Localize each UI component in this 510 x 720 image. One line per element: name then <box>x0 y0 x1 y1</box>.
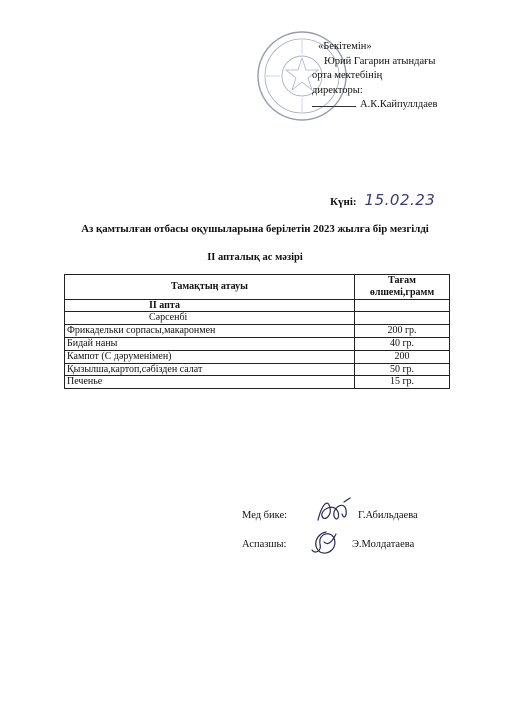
cook-name: Э.Молдатаева <box>352 539 415 550</box>
table-row <box>65 376 450 389</box>
table-row <box>65 350 450 363</box>
cook-label: Аспазшы: <box>242 539 287 550</box>
table-header-row <box>65 275 450 300</box>
cook-signature-row <box>242 539 415 550</box>
date-label: Күні: <box>330 196 357 208</box>
portion-cell <box>355 312 450 325</box>
day-cell: Сәрсенбі <box>65 312 355 325</box>
week-cell: ІІ апта <box>65 299 355 312</box>
column-header-dish: Тамақтың атауы <box>65 275 355 300</box>
portion-cell: 200 гр. <box>355 325 450 338</box>
portion-cell: 200 <box>355 350 450 363</box>
dish-cell: Печенье <box>65 376 355 389</box>
portion-cell <box>355 299 450 312</box>
dish-cell: Кампот (С дәруменімен) <box>65 350 355 363</box>
document-title: Аз қамтылған отбасы оқушыларына берілетін 2023 жылға бір мезгілді <box>81 223 429 235</box>
table-row <box>65 363 450 376</box>
table-row <box>65 337 450 350</box>
date-value: 15.02.23 <box>364 191 436 209</box>
table-row <box>65 312 450 325</box>
approval-signature-row <box>312 98 438 113</box>
cook-signature <box>308 528 344 558</box>
signature-line <box>312 106 356 107</box>
approval-school-name: Юрий Гагарин атындағы <box>324 55 436 67</box>
document-subtitle: ІІ апталық ас мәзірі <box>207 252 303 263</box>
director-name: А.К.Кайпуллдаев <box>360 99 438 110</box>
approval-heading: «Бекітемін» <box>318 41 372 52</box>
column-header-portion: Тағам өлшемі,грамм <box>355 275 450 300</box>
portion-cell: 40 гр. <box>355 337 450 350</box>
table-row <box>65 299 450 312</box>
nurse-name: Г.Абильдаева <box>358 510 418 521</box>
nurse-label: Мед бике: <box>242 510 288 521</box>
dish-cell: Қызылша,картоп,сәбізден салат <box>65 363 355 376</box>
nurse-signature <box>314 494 356 528</box>
portion-cell: 15 гр. <box>355 376 450 389</box>
dish-cell: Фрикадельки сорпасы,макаронмен <box>65 325 355 338</box>
approval-school-type: орта мектебінің <box>312 70 383 81</box>
portion-cell: 50 гр. <box>355 363 450 376</box>
date-row <box>330 191 435 209</box>
dish-cell: Бидай наны <box>65 337 355 350</box>
nurse-signature-row <box>242 510 418 521</box>
approval-block <box>312 40 438 113</box>
table-row <box>65 325 450 338</box>
approval-position: директоры: <box>312 84 363 96</box>
menu-table <box>64 274 450 389</box>
